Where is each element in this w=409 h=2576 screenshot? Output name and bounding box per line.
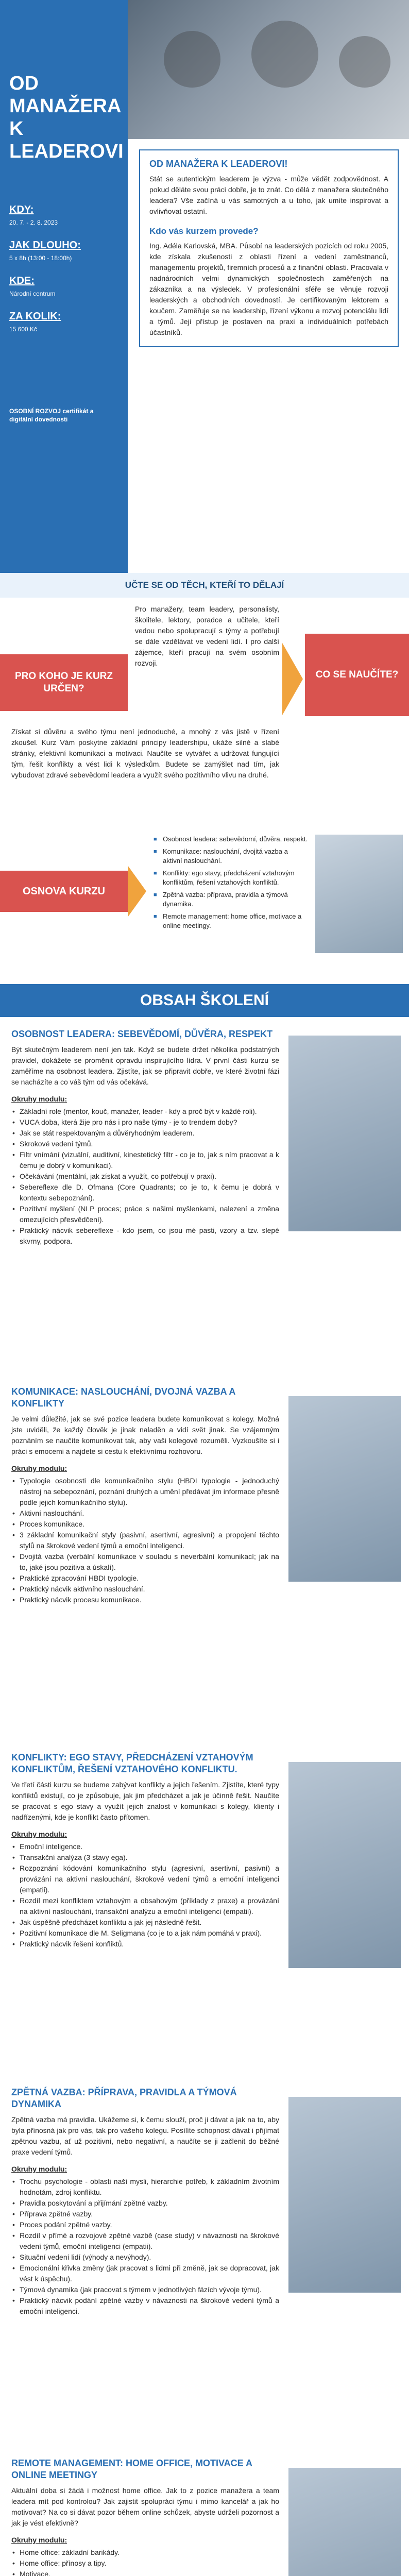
list-item: • Sebereflexe dle D. Ofmana (Core Quadrants; co je to, k čemu je dobrá v kontextu sebepoznání).: [11, 1182, 279, 1204]
course-info: [9, 204, 118, 333]
audience-section: [0, 598, 409, 809]
topic-remote-management: [11, 2458, 279, 2576]
list-item: • VUCA doba, která žije pro nás i pro naše týmy - je to trendem doby?: [11, 1117, 279, 1128]
info-kdy-label: KDY:: [9, 204, 34, 215]
topic-title: REMOTE MANAGEMENT: HOME OFFICE, MOTIVACE A ONLINE MEETINGY: [11, 2458, 252, 2480]
topic-subheading: Okruhy modulu:: [11, 2536, 67, 2544]
photo-person-shape: [164, 31, 220, 88]
list-item: • Motivace.: [11, 2569, 279, 2576]
list-item: • Proces komunikace.: [11, 1519, 279, 1530]
list-item: • Pozitivní komunikace dle M. Seligmana (co je to a jak nám pomáhá v praxi).: [11, 1928, 279, 1939]
topic-list: [11, 2547, 279, 2576]
hero-photo: [128, 0, 409, 139]
outcomes-text: Získat si důvěru a svého týmu není jednoduché, a mnohý z vás jistě v řízení zkoušel. Kurz Vám poskytne základní principy leadershipu, ukáže silné a slabé stránky, efektivní komunikaci a motivaci. Naučíte se vytvářet a udržovat fungující tým, řešit konflikty a vést lidi k výsledkům. Budete se zamýšlet nad tím, jak vybudovat zdravé sebevědomí leadera a využít svého pozitivního vlivu na druhé.: [11, 727, 279, 779]
info-cena-value: 15 600 Kč: [9, 326, 38, 333]
list-item: • Dvojitá vazba (verbální komunikace v souladu s neverbální komunikací; jak na to, jaké jsou pozitiva a úskalí).: [11, 1551, 279, 1573]
list-item: • Jak se stát respektovaným a důvěryhodným leaderem.: [11, 1128, 279, 1139]
outline-section: [0, 824, 409, 979]
topic-title: ZPĚTNÁ VAZBA: PŘÍPRAVA, PRAVIDLA A TÝMOVÁ DYNAMIKA: [11, 2087, 237, 2109]
list-item: ■ Osobnost leadera: sebevědomí, důvěra, respekt.: [154, 835, 308, 844]
topic-image: [288, 1036, 401, 1231]
list-item: • Situační vedení lidí (výhody a nevýhody).: [11, 2252, 279, 2263]
topic-title: KOMUNIKACE: NASLOUCHÁNÍ, DVOJNÁ VAZBA A KONFLIKTY: [11, 1386, 235, 1409]
list-item: • Praktický nácvik procesu komunikace.: [11, 1595, 279, 1605]
list-item: • Očekávání (mentální, jak získat a využít, co potřebují v praxi).: [11, 1171, 279, 1182]
list-item: • Pozitivní myšlení (NLP proces; práce s našimi myšlenkami, nalezení a změna omezujících přesvědčení).: [11, 1204, 279, 1225]
course-title-line-2: MANAŽERA: [9, 95, 122, 117]
topic-list: [11, 1841, 279, 1950]
topic-paragraph: Ve třetí části kurzu se budeme zabývat konflikty a jejich řešením. Zjistíte, které typy konfliktů existují, co je způsobuje, jak jim předcházet a jak je účinně řešit. Naučíte se pracovat s ego stavy a využít jejich znalost v komunikaci s kolegy, klienty i nadřízenými, kde je konflikt často přítomen.: [11, 1781, 279, 1821]
arrow-right-icon: [128, 866, 146, 917]
topic-subheading: Okruhy modulu:: [11, 1830, 67, 1838]
info-kdy: [9, 204, 118, 226]
topic-paragraph: Zpětná vazba má pravidla. Ukážeme si, k čemu slouží, proč ji dávat a jak na to, aby byla přínosná jak pro vás, tak pro vašeho kolegu. Posílíte schopnost dávat i přijímat zpětnou vazbu, ať už pozitivní, nebo negativní, a naučíte se ji začlenit do běžné praxe vedení týmů.: [11, 2115, 279, 2156]
info-jak-value: 5 x 8h (13:00 - 18:00h): [9, 255, 72, 262]
hero-sidebar: [0, 0, 128, 573]
info-kdy-value: 20. 7. - 2. 8. 2023: [9, 219, 58, 226]
list-item: • Rozdíl mezi konfliktem vztahovým a obsahovým (příklady z praxe) a provázání na aktivní naslouchání, transakční analýzu a emoční inteligenci (empatii).: [11, 1895, 279, 1917]
topic-image: [288, 2097, 401, 2293]
info-cena: [9, 311, 118, 333]
list-item: • 3 základní komunikační styly (pasivní, asertivní, agresivní) a propojení těchto stylů na škrokové vedení týmů a emoční inteligenci.: [11, 1530, 279, 1551]
arrow-right-icon: [282, 643, 303, 715]
list-item: ■ Remote management: home office, motivace a online meetingy.: [154, 912, 308, 930]
intro-box: [139, 149, 399, 347]
outcomes-label: CO SE NAUČÍTE?: [305, 634, 409, 716]
topic-image: [288, 1762, 401, 1968]
hero-main: [128, 0, 409, 573]
list-item: • Praktický nácvik řešení konfliktů.: [11, 1939, 279, 1950]
list-item: ■ Komunikace: naslouchání, dvojitá vazba a aktivní naslouchání.: [154, 847, 308, 866]
list-item: • Home office: základní barikády.: [11, 2547, 279, 2558]
list-item: • Jak úspěšně předcházet konfliktu a jak jej následně řešit.: [11, 1917, 279, 1928]
info-kde: [9, 275, 118, 297]
topic-image: [288, 2468, 401, 2576]
topic-feedback: [11, 2087, 279, 2317]
list-item: • Pravidla poskytování a přijímání zpětné vazby.: [11, 2198, 279, 2209]
tagline-text: UČTE SE OD TĚCH, KTEŘÍ TO DĚLAJÍ: [125, 580, 284, 590]
content-header: [0, 984, 409, 1017]
topic-list: [11, 1476, 279, 1605]
info-kde-label: KDE:: [9, 275, 35, 286]
list-item: • Týmová dynamika (jak pracovat s týmem v jednotlivých fázích vývoje týmu).: [11, 2284, 279, 2295]
list-item: • Příprava zpětné vazby.: [11, 2209, 279, 2219]
topic-conflicts: [11, 1752, 279, 1950]
photo-person-shape: [251, 21, 318, 88]
hero-section: [0, 0, 409, 573]
topic-subheading: Okruhy modulu:: [11, 2165, 67, 2173]
list-item: • Typologie osobnosti dle komunikačního stylu (HBDI typologie - jednoduchý nástroj na sebepoznání, poznání druhých a umění předávat jim informace přesně podle jejich komunikačního stylu).: [11, 1476, 279, 1508]
list-item: • Emoční inteligence.: [11, 1841, 279, 1852]
topic-subheading: Okruhy modulu:: [11, 1464, 67, 1472]
topic-paragraph: Je velmi důležité, jak se své pozice leadera budete komunikovat s kolegy. Možná jste uviděli, že každý člověk je jinak naladěn a vidí svět jinak. Se vzájemným poznáním se naučíte komunikovat tak, aby vaši kolegové rozuměli. Vyzkoušíte si i práci s emocemi a najdete si cestu k efektivnímu rozhovoru.: [11, 1415, 279, 1455]
photo-person-shape: [339, 36, 390, 88]
topic-list: [11, 1106, 279, 1247]
list-item: • Emocionální křivka změny (jak pracovat s lidmi při změně, jak se dopracovat, jak vést k úspěchu).: [11, 2263, 279, 2284]
list-item: ■ Zpětná vazba: příprava, pravidla a týmová dynamika.: [154, 890, 308, 909]
topic-paragraph: Být skutečným leaderem není jen tak. Když se budete držet několika podstatných pravidel, dokážete se proměnit opravdu inspirujícího lídra. V první části kurzu se zaměříme na osobnost leadera. Zjistíte, jak se připravit dobře, ve které životní fázi se nacházíte a co váš tým od vás očekává.: [11, 1045, 279, 1086]
outline-image: [315, 835, 403, 953]
course-title: [9, 72, 124, 163]
list-item: • Základní role (mentor, kouč, manažer, leader - kdy a proč být v každé roli).: [11, 1106, 279, 1117]
list-item: • Praktické zpracování HBDI typologie.: [11, 1573, 279, 1584]
list-item: • Praktický nácvik aktivního naslouchání.: [11, 1584, 279, 1595]
list-item: ■ Konflikty: ego stavy, předcházení vztahovým konfliktům, řešení vztahových konfliktů.: [154, 869, 308, 887]
lecturer-heading: Kdo vás kurzem provede?: [149, 226, 259, 236]
info-jak-label: JAK DLOUHO:: [9, 240, 81, 251]
audience-text: Pro manažery, team leadery, personalisty, školitele, lektory, poradce a učitele, kteří vedou nebo spolupracují s týmy a potřebují se dále vzdělávat ve vedení lidí. I pro další zájemce, kteří pracují na svém osobním rozvoji.: [135, 605, 279, 667]
outline-list: [154, 835, 308, 934]
list-item: • Aktivní naslouchání.: [11, 1508, 279, 1519]
list-item: • Praktický nácvik podání zpětné vazby v návaznosti na škrokové vedení týmů a emoční inteligenci.: [11, 2295, 279, 2317]
topic-title: OSOBNOST LEADERA: SEBEVĚDOMÍ, DŮVĚRA, RESPEKT: [11, 1029, 273, 1039]
topic-leader-personality: [11, 1028, 279, 1247]
list-item: • Transakční analýza (3 stavy ega).: [11, 1852, 279, 1863]
topic-title: KONFLIKTY: EGO STAVY, PŘEDCHÁZENÍ VZTAHOVÝM KONFLIKTŮM, ŘEŠENÍ VZTAHOVÉHO KONFLIKTU.: [11, 1752, 253, 1774]
topic-list: [11, 2176, 279, 2317]
list-item: • Rozdíl v přímé a rozvojové zpětné vazbě (case study) v návaznosti na škrokové vedení týmů, emoční inteligenci (empatii).: [11, 2230, 279, 2252]
badge-note: OSOBNÍ ROZVOJ certifikát a digitální dovednosti: [9, 408, 94, 423]
audience-label: PRO KOHO JE KURZ URČEN?: [0, 654, 128, 711]
course-title-line-3: K LEADEROVI: [9, 118, 124, 162]
intro-paragraph: Stát se autentickým leaderem je výzva - může vědět zodpovědnost. A pokud děláte svou práci dobře, je to znát. Co dělá z manažera skutečného leadera? Vše začíná u vás samotných a u toho, jak umíte inspirovat a ovlivňovat ostatní.: [149, 175, 388, 215]
topic-paragraph: Aktuální doba si žádá i možnost home office. Jak to z pozice manažera a team leadera mít pod kontrolou? Jak zajistit spolupráci týmu i mimo kancelář a jak ho motivovat? Na co si dávat pozor během online schůzek, abyste udrželi pozornost a jak je vést efektivně?: [11, 2486, 279, 2527]
lecturer-paragraph: Ing. Adéla Karlovská, MBA. Působí na leaderských pozicích od roku 2005, kde získala zkušenosti z oblasti řízení a vedení zaměstnanců, managementu projektů, firemních procesů a z finanční oblasti. Pracovala v nadnárodních velmi dynamických společnostech zaměřených na zákazníka a na výsledek. V profesionální sféře se věnuje rozvoji leaderských a obchodních dovedností. Je certifikovaným lektorem a koučem. Zaměřuje se na leadership, řízení výkonu a rozvoj potenciálu lidí a týmů. Její přístup je postaven na praxi a individuálních potřebách účastníků.: [149, 242, 388, 336]
outline-label: OSNOVA KURZU: [0, 871, 128, 912]
list-item: • Skrokové vedení týmů.: [11, 1139, 279, 1149]
info-kde-value: Národní centrum: [9, 290, 56, 297]
list-item: • Praktický nácvik sebereflexe - kdo jsem, co jsou mé pasti, vzory a tzv. slepé skvrny, podpora.: [11, 1225, 279, 1247]
topic-image: [288, 1396, 401, 1582]
info-cena-label: ZA KOLIK:: [9, 311, 61, 322]
topic-subheading: Okruhy modulu:: [11, 1095, 67, 1103]
list-item: • Filtr vnímání (vizuální, auditivní, kinestetický filtr - co je to, jak s ním pracovat a k čemu je dobrý v komunikaci).: [11, 1149, 279, 1171]
tagline-banner: [0, 573, 409, 598]
content-title: OBSAH ŠKOLENÍ: [140, 992, 269, 1009]
list-item: • Rozpoznání kódování komunikačního stylu (agresivní, asertivní, pasivní) a provázání na aktivní naslouchání, škrokové vedení týmů a emoční inteligenci (empatii).: [11, 1863, 279, 1895]
intro-title: OD MANAŽERA K LEADEROVI!: [149, 159, 288, 169]
course-title-line-1: OD: [9, 73, 39, 94]
topic-communication: [11, 1386, 279, 1605]
info-jak: [9, 240, 118, 262]
list-item: • Proces podání zpětné vazby.: [11, 2219, 279, 2230]
list-item: • Trochu psychologie - oblasti naší mysli, hierarchie potřeb, k základním životním hodnotám, zdroj konfliktu.: [11, 2176, 279, 2198]
list-item: • Home office: přínosy a tipy.: [11, 2558, 279, 2569]
